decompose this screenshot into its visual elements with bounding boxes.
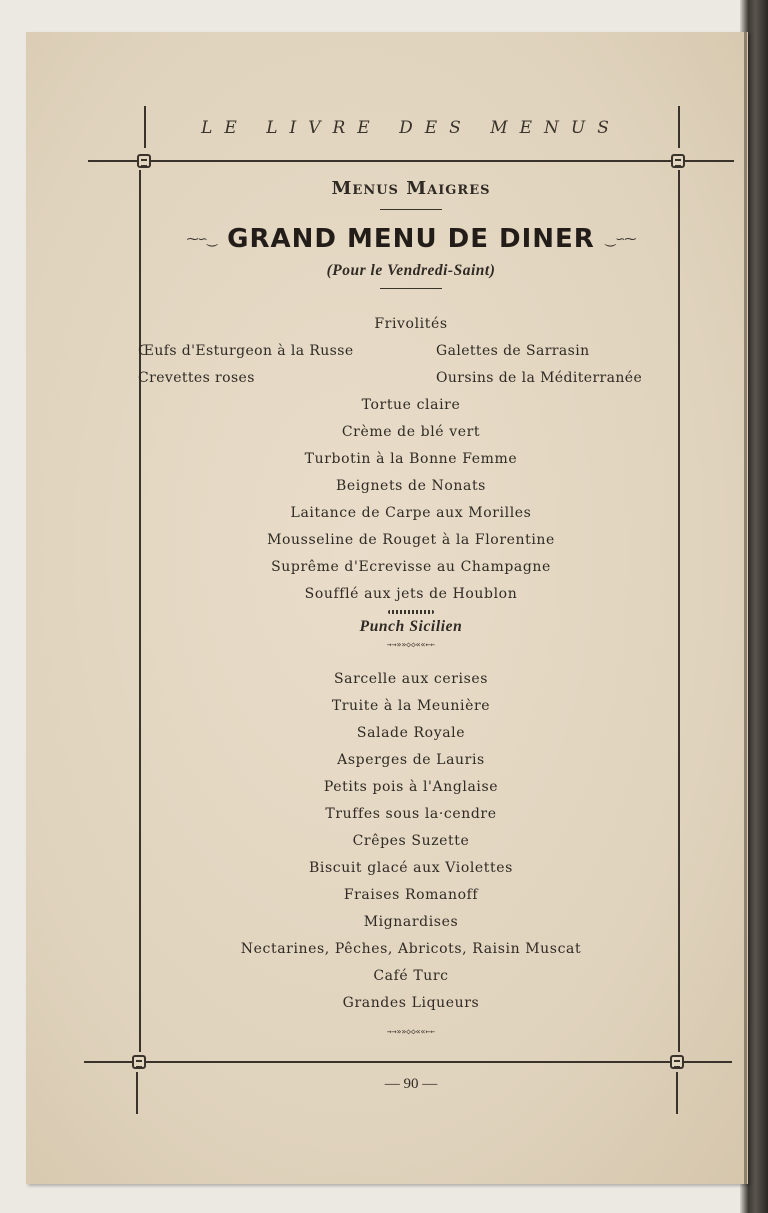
course-item: Petits pois à l'Anglaise — [323, 779, 499, 795]
course-item: Crème de blé vert — [341, 424, 481, 440]
course-item: Salade Royale — [356, 725, 466, 741]
frame-left-border — [139, 170, 141, 1052]
main-title: GRAND MENU DE DINER — [227, 224, 595, 254]
course-item: Café Turc — [373, 968, 449, 984]
ornamental-divider-icon: →→»»◇◇««←← — [386, 1027, 436, 1036]
frame-right-top-stub — [678, 106, 680, 148]
course-item: Tortue claire — [361, 397, 461, 413]
course-item: Mousseline de Rouget à la Florentine — [267, 532, 555, 548]
frivolites-heading: Frivolités — [374, 316, 448, 332]
subtitle-rule — [380, 288, 442, 289]
frivolite-item: Galettes de Sarrasin — [436, 343, 590, 359]
course-item: Biscuit glacé aux Violettes — [309, 860, 513, 876]
course-item: Sarcelle aux cerises — [333, 671, 489, 687]
corner-ornament-icon — [670, 1055, 684, 1069]
corner-ornament-icon — [132, 1055, 146, 1069]
frivolite-item: Crevettes roses — [138, 370, 255, 386]
frame-right-bottom-stub — [676, 1072, 678, 1114]
course-item: Laitance de Carpe aux Morilles — [290, 505, 532, 521]
frame-left-top-stub — [144, 106, 146, 148]
frivolites-row — [138, 365, 672, 392]
course-item: Suprême d'Ecrevisse au Champagne — [271, 559, 551, 575]
corner-ornament-icon — [671, 154, 685, 168]
frivolite-item: Oursins de la Méditerranée — [436, 370, 643, 386]
course-item: Crêpes Suzette — [352, 833, 470, 849]
course-item: Truite à la Meunière — [331, 698, 491, 714]
ornamental-divider-icon: →→»»◇◇««←← — [386, 640, 436, 649]
course-item: Turbotin à la Bonne Femme — [304, 451, 518, 467]
frame-top-line — [88, 160, 734, 162]
subtitle: (Pour le Vendredi-Saint) — [326, 262, 496, 279]
frivolite-item: Œufs d'Esturgeon à la Russe — [138, 343, 354, 359]
page-number: — 90 — — [384, 1076, 438, 1092]
left-flourish-icon: ⁓∽⏝ — [186, 231, 218, 246]
title-rule — [380, 209, 442, 210]
frivolites-row — [138, 338, 672, 365]
frame-right-border — [678, 170, 680, 1052]
course-item: Grandes Liqueurs — [342, 995, 480, 1011]
frame-left-bottom-stub — [136, 1072, 138, 1114]
course-item: Truffes sous la·cendre — [325, 806, 497, 822]
right-flourish-icon: ⏝∽⁓ — [604, 231, 636, 246]
interlude-punch: Punch Sicilien — [359, 618, 463, 635]
course-item: Soufflé aux jets de Houblon — [304, 586, 518, 602]
main-title-row — [150, 224, 672, 254]
course-item: Asperges de Lauris — [337, 752, 485, 768]
course-item: Fraises Romanoff — [343, 887, 479, 903]
running-head: LE LIVRE DES MENUS — [201, 118, 621, 138]
wavy-rule — [388, 610, 434, 614]
menu-content — [138, 178, 672, 1039]
course-item: Beignets de Nonats — [336, 478, 486, 494]
course-item: Nectarines, Pêches, Abricots, Raisin Muscat — [240, 941, 582, 957]
corner-ornament-icon — [137, 154, 151, 168]
course-item: Mignardises — [363, 914, 459, 930]
page-gutter — [744, 32, 747, 1184]
section-title: Menus Maigres — [331, 178, 491, 199]
frame-bottom-line — [84, 1061, 732, 1063]
